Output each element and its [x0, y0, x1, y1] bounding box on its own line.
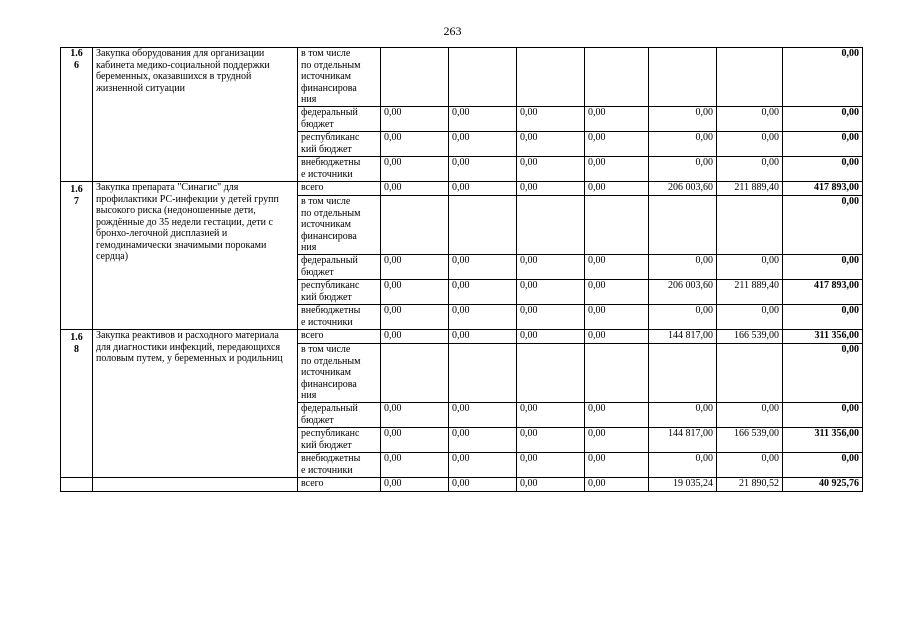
year-value: 0,00	[517, 330, 585, 344]
year-value: 0,00	[717, 403, 783, 428]
year-value: 0,00	[517, 132, 585, 157]
year-value: 0,00	[649, 403, 717, 428]
year-value: 0,00	[381, 453, 449, 478]
funding-source: внебюджетны е источники	[298, 305, 381, 330]
section-code	[61, 478, 93, 492]
year-value: 0,00	[381, 330, 449, 344]
year-value	[717, 48, 783, 107]
year-value: 0,00	[649, 305, 717, 330]
year-value	[381, 196, 449, 255]
year-value: 0,00	[585, 330, 649, 344]
row-total: 0,00	[783, 255, 863, 280]
year-value: 0,00	[717, 255, 783, 280]
year-value: 0,00	[717, 453, 783, 478]
year-value	[517, 48, 585, 107]
year-value: 0,00	[449, 132, 517, 157]
year-value: 206 003,60	[649, 280, 717, 305]
year-value: 0,00	[585, 403, 649, 428]
row-total: 417 893,00	[783, 280, 863, 305]
table-row	[61, 182, 863, 196]
year-value: 0,00	[381, 132, 449, 157]
year-value	[449, 48, 517, 107]
section-code: 1.6 6	[61, 48, 93, 182]
year-value: 0,00	[449, 280, 517, 305]
section-name: Закупка оборудования для организации кабинета медико-социальной поддержки беременных, оказавшихся в трудной жизненной ситуации	[93, 48, 298, 182]
funding-source: федеральный бюджет	[298, 403, 381, 428]
row-total: 0,00	[783, 453, 863, 478]
budget-table	[60, 47, 863, 492]
funding-source: внебюджетны е источники	[298, 157, 381, 182]
year-value: 0,00	[381, 182, 449, 196]
year-value: 0,00	[449, 478, 517, 492]
year-value: 0,00	[517, 478, 585, 492]
year-value: 0,00	[717, 157, 783, 182]
funding-source: всего	[298, 330, 381, 344]
section-code: 1.6 8	[61, 330, 93, 478]
table-row	[61, 478, 863, 492]
funding-source: республиканс кий бюджет	[298, 280, 381, 305]
section-name: Закупка препарата "Синагис" для профилактики РС-инфекции у детей групп высокого риска (недоношенные дети, рождённые до 35 недели гестации, дети с бронхо-легочной дисплазией и гемодинамически значимыми пороками сердца)	[93, 182, 298, 330]
year-value: 0,00	[381, 428, 449, 453]
row-total: 0,00	[783, 48, 863, 107]
year-value: 0,00	[449, 157, 517, 182]
year-value: 0,00	[517, 107, 585, 132]
year-value: 211 889,40	[717, 280, 783, 305]
year-value: 0,00	[585, 107, 649, 132]
section-name: Закупка реактивов и расходного материала для диагностики инфекций, передающихся половым путем, у беременных и родильниц	[93, 330, 298, 478]
year-value: 0,00	[585, 182, 649, 196]
table-row	[61, 48, 863, 107]
year-value	[449, 344, 517, 403]
table-body	[61, 48, 863, 492]
row-total: 311 356,00	[783, 330, 863, 344]
year-value	[585, 196, 649, 255]
year-value: 0,00	[449, 255, 517, 280]
funding-source: всего	[298, 182, 381, 196]
year-value: 0,00	[517, 453, 585, 478]
year-value: 0,00	[585, 478, 649, 492]
year-value: 0,00	[585, 453, 649, 478]
row-total: 40 925,76	[783, 478, 863, 492]
funding-source: в том числе по отдельным источникам финансирова ния	[298, 48, 381, 107]
year-value	[517, 196, 585, 255]
year-value	[649, 344, 717, 403]
year-value: 0,00	[517, 428, 585, 453]
year-value: 0,00	[449, 453, 517, 478]
funding-source: республиканс кий бюджет	[298, 428, 381, 453]
year-value	[517, 344, 585, 403]
year-value: 0,00	[517, 255, 585, 280]
row-total: 311 356,00	[783, 428, 863, 453]
year-value: 0,00	[717, 305, 783, 330]
year-value: 0,00	[649, 157, 717, 182]
year-value: 166 539,00	[717, 330, 783, 344]
funding-source: внебюджетны е источники	[298, 453, 381, 478]
row-total: 0,00	[783, 132, 863, 157]
year-value	[585, 48, 649, 107]
page-number: 263	[443, 24, 462, 38]
year-value: 0,00	[585, 132, 649, 157]
year-value	[649, 48, 717, 107]
funding-source: в том числе по отдельным источникам финансирова ния	[298, 344, 381, 403]
row-total: 0,00	[783, 196, 863, 255]
year-value: 0,00	[449, 330, 517, 344]
row-total: 0,00	[783, 107, 863, 132]
year-value: 0,00	[649, 255, 717, 280]
section-name	[93, 478, 298, 492]
year-value: 0,00	[649, 107, 717, 132]
year-value: 0,00	[381, 305, 449, 330]
year-value	[717, 196, 783, 255]
year-value: 0,00	[585, 157, 649, 182]
year-value: 0,00	[717, 132, 783, 157]
funding-source: федеральный бюджет	[298, 255, 381, 280]
year-value: 0,00	[517, 182, 585, 196]
year-value: 0,00	[449, 428, 517, 453]
year-value	[381, 48, 449, 107]
row-total: 0,00	[783, 403, 863, 428]
year-value: 0,00	[449, 305, 517, 330]
year-value	[381, 344, 449, 403]
year-value: 0,00	[717, 107, 783, 132]
year-value	[649, 196, 717, 255]
row-total: 417 893,00	[783, 182, 863, 196]
year-value: 0,00	[517, 403, 585, 428]
year-value: 21 890,52	[717, 478, 783, 492]
year-value: 0,00	[517, 280, 585, 305]
year-value: 0,00	[381, 255, 449, 280]
funding-source: всего	[298, 478, 381, 492]
year-value: 0,00	[517, 305, 585, 330]
row-total: 0,00	[783, 157, 863, 182]
row-total: 0,00	[783, 344, 863, 403]
year-value: 0,00	[449, 182, 517, 196]
year-value: 0,00	[649, 453, 717, 478]
year-value: 0,00	[585, 280, 649, 305]
row-total: 0,00	[783, 305, 863, 330]
year-value	[449, 196, 517, 255]
year-value: 0,00	[585, 428, 649, 453]
year-value: 0,00	[449, 403, 517, 428]
year-value: 0,00	[381, 478, 449, 492]
year-value: 144 817,00	[649, 428, 717, 453]
funding-source: республиканс кий бюджет	[298, 132, 381, 157]
year-value: 206 003,60	[649, 182, 717, 196]
year-value	[717, 344, 783, 403]
year-value: 0,00	[381, 107, 449, 132]
year-value: 0,00	[517, 157, 585, 182]
section-code: 1.6 7	[61, 182, 93, 330]
funding-source: федеральный бюджет	[298, 107, 381, 132]
year-value: 211 889,40	[717, 182, 783, 196]
funding-source: в том числе по отдельным источникам финансирова ния	[298, 196, 381, 255]
year-value: 0,00	[381, 280, 449, 305]
year-value: 0,00	[649, 132, 717, 157]
year-value: 0,00	[585, 305, 649, 330]
year-value: 19 035,24	[649, 478, 717, 492]
year-value: 144 817,00	[649, 330, 717, 344]
year-value: 0,00	[449, 107, 517, 132]
year-value	[585, 344, 649, 403]
year-value: 166 539,00	[717, 428, 783, 453]
year-value: 0,00	[381, 403, 449, 428]
year-value: 0,00	[381, 157, 449, 182]
table-row	[61, 330, 863, 344]
year-value: 0,00	[585, 255, 649, 280]
